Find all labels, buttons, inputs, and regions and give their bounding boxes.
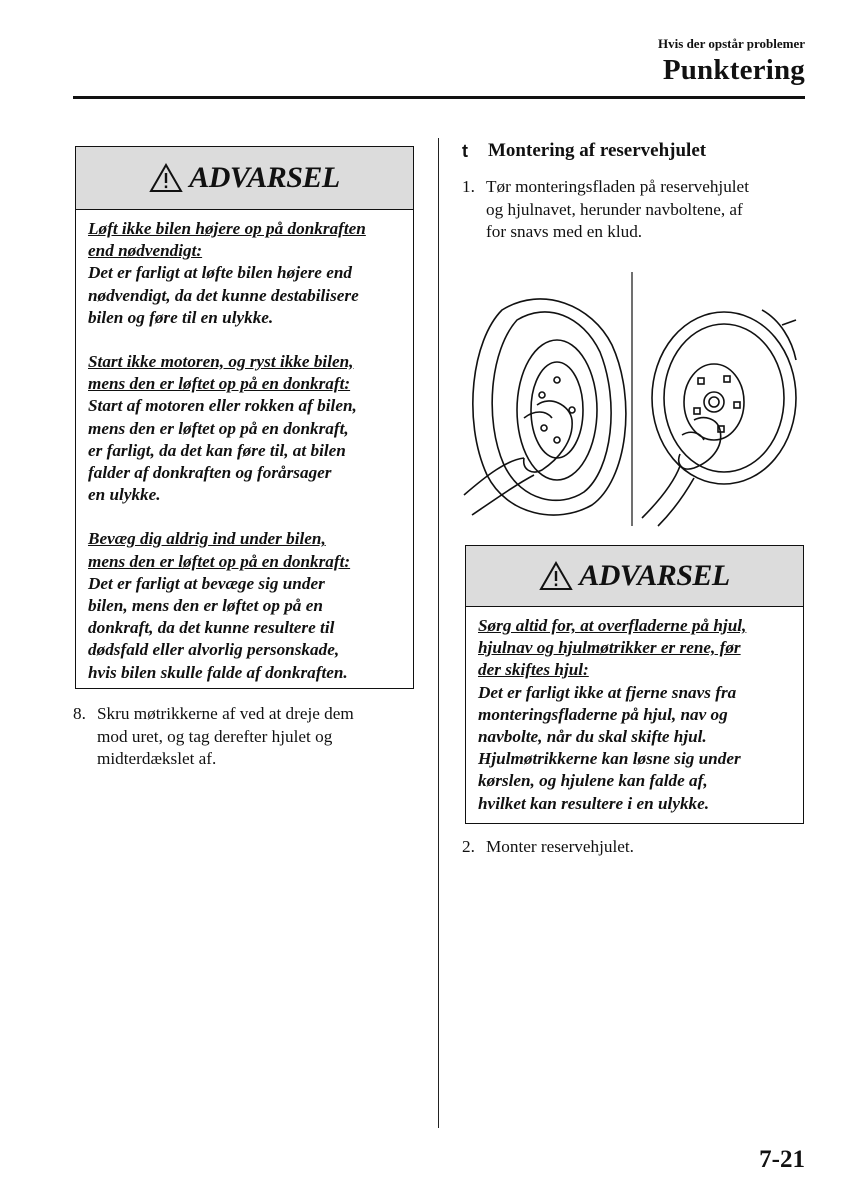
warning-text-line: hvis bilen skulle falde af donkraften. bbox=[88, 662, 348, 682]
warning-text-line: nødvendigt, da det kunne destabilisere bbox=[88, 285, 359, 305]
warning-body bbox=[466, 607, 803, 825]
warning-heading-line: Bevæg dig aldrig ind under bilen, bbox=[88, 529, 326, 549]
warning-title: ADVARSEL bbox=[579, 559, 730, 592]
step-1 bbox=[462, 176, 807, 244]
warning-text-line: bilen, mens den er løftet op på en bbox=[88, 596, 323, 616]
warning-triangle-icon bbox=[149, 163, 183, 193]
step-text bbox=[486, 176, 749, 244]
warning-text-line: Det er farligt ikke at fjerne snavs fra bbox=[478, 682, 737, 702]
warning-text-line: dødsfald eller alvorlig personskade, bbox=[88, 640, 340, 660]
wheel-rim-drawing bbox=[464, 299, 626, 515]
step-text bbox=[97, 703, 354, 771]
warning-text-line: falder af donkraften og forårsager bbox=[88, 463, 332, 483]
warning-title: ADVARSEL bbox=[189, 161, 340, 194]
step-line: mod uret, og tag derefter hjulet og bbox=[97, 726, 333, 746]
warning-heading-line: end nødvendigt: bbox=[88, 241, 203, 261]
step-number: 8. bbox=[73, 704, 86, 723]
step-line: midterdækslet af. bbox=[97, 749, 217, 768]
subsection-marker: t bbox=[462, 140, 468, 161]
step-line: Tør monteringsfladen på reservehjulet bbox=[486, 177, 749, 196]
warning-heading-line: der skiftes hjul: bbox=[478, 660, 589, 680]
warning-text-line: kørslen, og hjulene kan falde af, bbox=[478, 771, 708, 791]
step-number: 2. bbox=[462, 837, 475, 856]
step-line: Skru møtrikkerne af ved at dreje dem bbox=[97, 704, 354, 723]
header-rule bbox=[73, 96, 805, 99]
warning-text-line: Det er farligt at bevæge sig under bbox=[88, 573, 325, 593]
warning-text-line: donkraft, da det kunne resultere til bbox=[88, 618, 335, 638]
warning-body bbox=[76, 210, 413, 694]
wheel-cleaning-illustration bbox=[462, 270, 802, 528]
step-text bbox=[486, 836, 634, 859]
section-title: Hvis der opstår problemer bbox=[658, 36, 805, 51]
page-title: Punktering bbox=[662, 54, 805, 86]
warning-heading-line: mens den er løftet op på en donkraft: bbox=[88, 551, 351, 571]
warning-heading-line: Sørg altid for, at overfladerne på hjul, bbox=[478, 616, 747, 635]
warning-text-line: en ulykke. bbox=[88, 485, 161, 505]
warning-header bbox=[466, 546, 803, 607]
warning-paragraph bbox=[88, 218, 403, 329]
warning-text-line: Det er farligt at løfte bilen højere end bbox=[88, 263, 352, 283]
step-line: Monter reservehjulet. bbox=[486, 837, 634, 856]
warning-text-line: Hjulmøtrikkerne kan løsne sig under bbox=[478, 749, 741, 769]
warning-text-line: Start af motoren eller rokken af bilen, bbox=[88, 396, 357, 416]
subsection-heading bbox=[462, 140, 706, 162]
step-line: og hjulnavet, herunder navboltene, af bbox=[486, 199, 743, 219]
warning-paragraph bbox=[88, 351, 403, 506]
warning-box-left bbox=[75, 146, 414, 689]
warning-text-line: bilen og føre til en ulykke. bbox=[88, 307, 274, 327]
warning-heading-line: Løft ikke bilen højere op på donkraften bbox=[88, 219, 366, 238]
step-number: 1. bbox=[462, 177, 475, 196]
warning-text-line: mens den er løftet op på en donkraft, bbox=[88, 418, 349, 438]
step-line: for snavs med en klud. bbox=[486, 222, 643, 241]
warning-text-line: navbolte, når du skal skifte hjul. bbox=[478, 727, 707, 747]
step-2 bbox=[462, 836, 807, 859]
warning-paragraph bbox=[88, 528, 403, 683]
column-divider bbox=[438, 138, 439, 1128]
warning-triangle-icon bbox=[539, 561, 573, 591]
warning-box-right bbox=[465, 545, 804, 824]
step-8 bbox=[73, 703, 413, 771]
subsection-title: Montering af reservehjulet bbox=[488, 140, 707, 161]
warning-text-line: hvilket kan resultere i en ulykke. bbox=[478, 793, 710, 813]
warning-text-line: er farligt, da det kan føre til, at bilen bbox=[88, 440, 346, 460]
warning-heading-line: hjulnav og hjulmøtrikker er rene, før bbox=[478, 638, 741, 658]
wheel-hub-drawing bbox=[642, 310, 796, 526]
warning-heading-line: Start ikke motoren, og ryst ikke bilen, bbox=[88, 352, 354, 372]
warning-header bbox=[76, 147, 413, 210]
warning-heading-line: mens den er løftet op på en donkraft: bbox=[88, 374, 351, 394]
warning-paragraph bbox=[478, 615, 793, 815]
warning-text-line: monteringsfladerne på hjul, nav og bbox=[478, 704, 728, 724]
page-number: 7-21 bbox=[759, 1146, 805, 1173]
